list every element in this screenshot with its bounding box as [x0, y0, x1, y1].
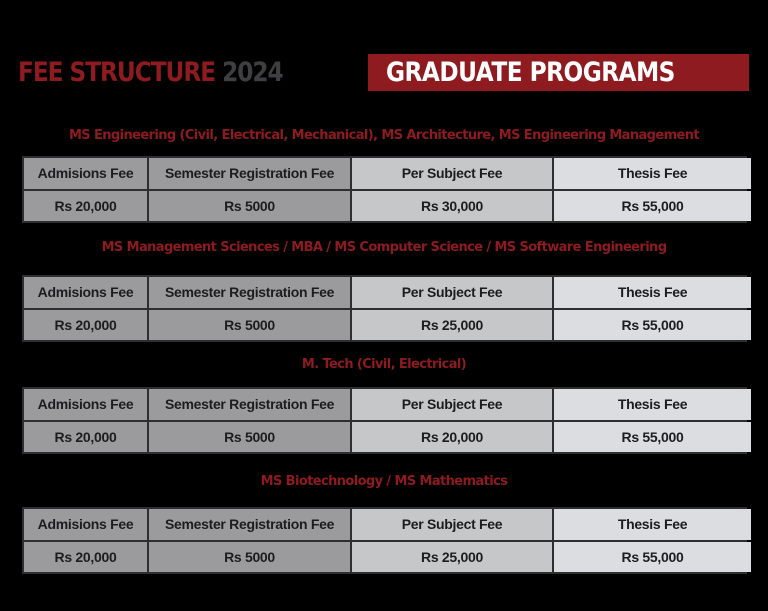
value-admission-fee: Rs 20,000 [24, 310, 147, 341]
header-semester-registration-fee: Semester Registration Fee [149, 389, 350, 420]
header-semester-registration-fee: Semester Registration Fee [149, 158, 350, 189]
value-admission-fee: Rs 20,000 [24, 542, 147, 573]
header-admission-fee: Admisions Fee [24, 277, 147, 308]
value-per-subject-fee: Rs 25,000 [352, 542, 552, 573]
value-per-subject-fee: Rs 20,000 [352, 422, 552, 453]
header-thesis-fee: Thesis Fee [554, 509, 751, 540]
page-title [18, 56, 283, 90]
header-thesis-fee: Thesis Fee [554, 389, 751, 420]
header-per-subject-fee: Per Subject Fee [352, 389, 552, 420]
value-semester-registration-fee: Rs 5000 [149, 191, 350, 222]
header-admission-fee: Admisions Fee [24, 389, 147, 420]
value-thesis-fee: Rs 55,000 [554, 542, 751, 573]
value-semester-registration-fee: Rs 5000 [149, 422, 350, 453]
header-admission-fee: Admisions Fee [24, 509, 147, 540]
badge-label: GRADUATE PROGRAMS [386, 57, 675, 88]
header-admission-fee: Admisions Fee [24, 158, 147, 189]
title-year: 2024 [222, 57, 283, 88]
fee-table-biotech-math [22, 507, 747, 574]
fee-table-management [22, 275, 747, 342]
header-thesis-fee: Thesis Fee [554, 277, 751, 308]
value-thesis-fee: Rs 55,000 [554, 191, 751, 222]
graduate-programs-badge [368, 54, 749, 91]
value-per-subject-fee: Rs 25,000 [352, 310, 552, 341]
value-admission-fee: Rs 20,000 [24, 422, 147, 453]
header-per-subject-fee: Per Subject Fee [352, 277, 552, 308]
program-heading-biotech-math: MS Biotechnology / MS Mathematics [260, 474, 508, 489]
header-semester-registration-fee: Semester Registration Fee [149, 277, 350, 308]
fee-table-engineering [22, 156, 747, 223]
program-heading-management: MS Management Sciences / MBA / MS Computer Science / MS Software Engineering [101, 240, 667, 255]
title-fee-structure: FEE STRUCTURE [18, 57, 216, 88]
value-thesis-fee: Rs 55,000 [554, 310, 751, 341]
program-heading-engineering: MS Engineering (Civil, Electrical, Mechanical), MS Architecture, MS Engineering Management [68, 128, 700, 143]
header-per-subject-fee: Per Subject Fee [352, 158, 552, 189]
value-per-subject-fee: Rs 30,000 [352, 191, 552, 222]
value-semester-registration-fee: Rs 5000 [149, 310, 350, 341]
header-per-subject-fee: Per Subject Fee [352, 509, 552, 540]
value-admission-fee: Rs 20,000 [24, 191, 147, 222]
header-thesis-fee: Thesis Fee [554, 158, 751, 189]
fee-table-mtech [22, 387, 747, 454]
value-thesis-fee: Rs 55,000 [554, 422, 751, 453]
page-header [0, 54, 768, 92]
program-heading-mtech: M. Tech (Civil, Electrical) [301, 357, 467, 372]
header-semester-registration-fee: Semester Registration Fee [149, 509, 350, 540]
value-semester-registration-fee: Rs 5000 [149, 542, 350, 573]
